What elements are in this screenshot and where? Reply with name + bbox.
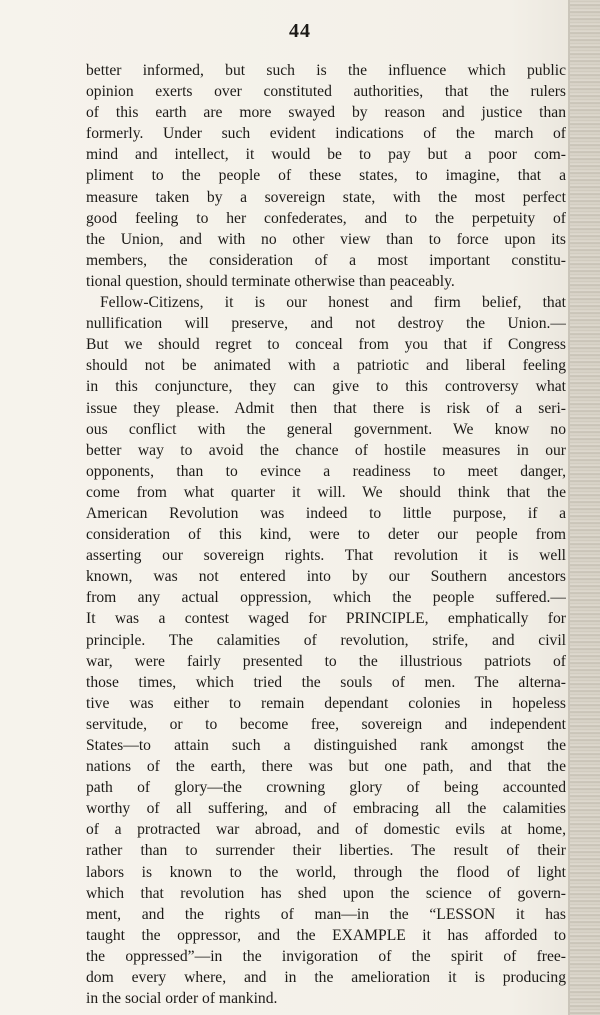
- text-line: But we should regret to conceal from you that if Congress: [86, 336, 566, 354]
- text-line: of a protracted war abroad, and of domestic evils at home,: [86, 821, 566, 839]
- text-line: of this earth are more swayed by reason and justice than: [86, 104, 566, 122]
- text-line: American Revolution was indeed to little purpose, if a: [86, 504, 566, 522]
- text-line: come from what quarter it will. We should think that the: [86, 483, 566, 501]
- text-line: taught the oppressor, and the EXAMPLE it has afforded to: [86, 926, 566, 944]
- text-line: in this conjuncture, they can give to this controversy what: [86, 378, 566, 396]
- page-gutter-edge: [568, 0, 570, 1015]
- text-line: good feeling to her confederates, and to the perpetuity of: [86, 209, 566, 227]
- text-line: tive was either to remain dependant colonies in hopeless: [86, 694, 566, 712]
- text-line: servitude, or to become free, sovereign and independent: [86, 715, 566, 733]
- text-line: opponents, than to evince a readiness to meet danger,: [86, 462, 566, 480]
- text-line: the oppressed”—in the invigoration of the spirit of free-: [86, 947, 566, 965]
- text-line: nations of the earth, there was but one path, and that the: [86, 758, 566, 776]
- text-line: consideration of this kind, were to deter our people from: [86, 526, 566, 544]
- text-line: those times, which tried the souls of men. The alterna-: [86, 673, 566, 691]
- text-line: which that revolution has shed upon the science of govern-: [86, 884, 566, 902]
- text-line: Fellow-Citizens, it is our honest and firm belief, that: [100, 294, 566, 312]
- page-number: 44: [289, 20, 311, 42]
- page-gutter: [570, 0, 600, 1015]
- text-line: issue they please. Admit then that there is risk of a seri-: [86, 399, 566, 417]
- text-line: formerly. Under such evident indications of the march of: [86, 125, 566, 143]
- text-line: war, were fairly presented to the illustrious patriots of: [86, 652, 566, 670]
- text-line: opinion exerts over constituted authorities, that the rulers: [86, 83, 566, 101]
- text-line: asserting our sovereign rights. That revolution it is well: [86, 547, 566, 565]
- text-line: nullification will preserve, and not destroy the Union.—: [86, 315, 566, 333]
- text-line: ment, and the rights of man—in the “LESSON it has: [86, 905, 566, 923]
- text-line: from any actual oppression, which the people suffered.—: [86, 589, 566, 607]
- text-line: ous conflict with the general government. We know no: [86, 420, 566, 438]
- text-line: better way to avoid the chance of hostile measures in our: [86, 441, 566, 459]
- text-line: better informed, but such is the influence which public: [86, 62, 566, 79]
- text-line: members, the consideration of a most important constitu-: [86, 251, 566, 269]
- text-line: tional question, should terminate otherwise than peaceably.: [86, 272, 455, 290]
- text-line: labors is known to the world, through the flood of light: [86, 863, 566, 881]
- text-line: path of glory—the crowning glory of being accounted: [86, 779, 566, 797]
- text-line: principle. The calamities of revolution, strife, and civil: [86, 631, 566, 649]
- text-line: the Union, and with no other view than to force upon its: [86, 230, 566, 248]
- text-line: measure taken by a sovereign state, with the most perfect: [86, 188, 566, 206]
- text-line: dom every where, and in the amelioration it is producing: [86, 969, 566, 987]
- text-line: known, was not entered into by our Southern ancestors: [86, 568, 566, 586]
- text-line: States—to attain such a distinguished rank amongst the: [86, 737, 566, 754]
- text-line: should not be animated with a patriotic and liberal feeling: [86, 357, 566, 375]
- text-line: pliment to the people of these states, to imagine, that a: [86, 167, 566, 185]
- text-line: worthy of all suffering, and of embracing all the calamities: [86, 800, 566, 818]
- text-line: It was a contest waged for PRINCIPLE, emphatically for: [86, 610, 566, 628]
- body-text: [86, 60, 566, 1009]
- text-line: mind and intellect, it would be to pay but a poor com-: [86, 146, 566, 164]
- text-line: rather than to surrender their liberties. The result of their: [86, 842, 566, 860]
- text-line: in the social order of mankind.: [86, 990, 278, 1008]
